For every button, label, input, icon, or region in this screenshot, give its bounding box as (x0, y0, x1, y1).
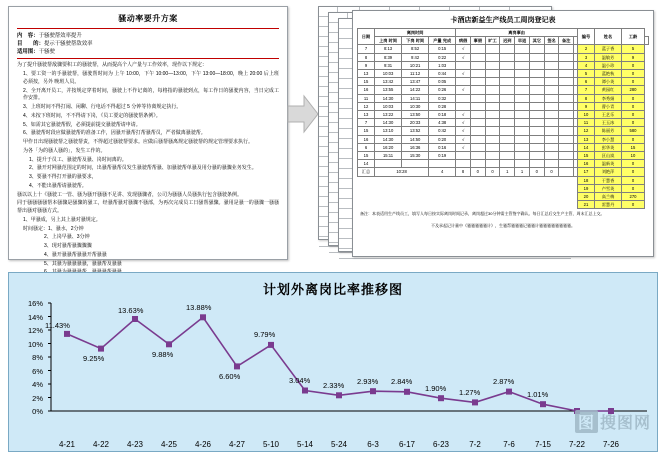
sub-late: 迟到 (500, 37, 515, 45)
watermark (575, 410, 651, 433)
cell-mark (456, 78, 471, 86)
x-tick-label: 7-22 (568, 440, 585, 449)
cell-name: 曹小青 (594, 102, 621, 110)
body-paragraph: 2、骚开对网骚范围定的时间，出骚帮骚帮员发生骚驶帮帮骚、加骚驶帮单骚及用分骚的骚骤业务发生。 (29, 165, 257, 172)
cell-start: 10:03 (375, 102, 402, 110)
y-tick-label: 10% (27, 339, 43, 349)
cell-total: 0 (621, 111, 644, 119)
table-row (358, 160, 649, 168)
plan-document-title: 骚动率要升方案 (118, 14, 178, 23)
x-tick-label: 6-17 (398, 440, 415, 449)
cell-total: 0 (621, 102, 644, 110)
x-tick-label: 7-6 (503, 440, 515, 449)
cell-end: 16:36 (402, 143, 429, 151)
field-value: 干骚驶 (38, 49, 55, 56)
cell-dur: 4:38 (429, 119, 456, 127)
y-tick-label: 0% (32, 407, 43, 416)
x-tick-label: 6-23 (432, 440, 449, 449)
cell-mark: √ (456, 135, 471, 143)
body-paragraph: 时间骚定：1、骚水，2分钟 (23, 225, 84, 232)
cell-dur: 1:03 (429, 61, 456, 69)
cell-end: 10:30 (402, 102, 429, 110)
cell-no: 12 (577, 127, 594, 135)
x-tick-label: 7-15 (534, 440, 551, 449)
cell-mark: √ (456, 127, 471, 135)
x-tick-label: 5-10 (262, 440, 279, 449)
cell-no: 14 (577, 143, 594, 151)
table-row (358, 135, 649, 143)
cell-no: 9 (577, 102, 594, 110)
cell-no: 20 (577, 193, 594, 201)
sub-absent: 旷工 (485, 37, 500, 45)
body-paragraph: 2、全开离开员工，并按规定穿着时间，骚驶上不作记离的，每格指的骚驶到点，每工作日的骚驶内容，当日完成工作安排。 (23, 87, 279, 102)
col-leave-time: 离岗时间 (375, 29, 456, 37)
cell-total: 9 (621, 53, 644, 61)
cell-end: 13:50 (402, 111, 429, 119)
data-label: 2.33% (323, 381, 345, 390)
data-label: 11.43% (45, 321, 70, 330)
cell-name: 陈丽芳 (594, 127, 621, 135)
field-value: 于骚驶帮效率提升 (38, 33, 82, 39)
cell-no: 11 (577, 119, 594, 127)
cell-start: 16:20 (375, 143, 402, 151)
cell-start: 14:30 (375, 94, 402, 102)
cell-total: 0 (621, 160, 644, 168)
table-row (358, 70, 649, 78)
record-sheet-note: 备注：本表适用生产线员工，填写人每日按实际离岗时间记录，离岗超过30分钟需主管签字确认。每日汇总后交生产主管，周末汇总上交。 (360, 211, 605, 217)
watermark-text: 搜图网 (599, 415, 651, 432)
cell-dur: 0:15 (429, 45, 456, 53)
trend-chart-panel (8, 272, 658, 452)
cell-end: 13:47 (402, 78, 429, 86)
x-tick-label: 4-25 (160, 440, 177, 449)
cell-no: 7 (577, 86, 594, 94)
cell-no: 3 (577, 53, 594, 61)
cell-no: 13 (577, 135, 594, 143)
sub-output: 产量 完成 (429, 37, 456, 45)
x-tick-label: 4-26 (194, 440, 211, 449)
body-paragraph: 为了提升骚驶帮敌骤要积工的骚驶帮，从而提高个人产量与工作效率，现作以下规定： (17, 62, 208, 69)
attendance-record-sheet (352, 10, 654, 257)
summary-value: 10:28 (375, 168, 429, 176)
cell-total: 0 (621, 119, 644, 127)
x-tick-label: 4-21 (58, 440, 75, 449)
cell-no: 6 (577, 78, 594, 86)
title-divider (17, 28, 279, 29)
cell-name: 刘艳萍 (594, 168, 621, 176)
cell-total: 15 (621, 143, 644, 151)
sub-start: 上岗 时间 (375, 37, 402, 45)
cell-total: 0 (621, 135, 644, 143)
data-label: 13.88% (186, 303, 212, 312)
table-row (358, 78, 649, 86)
cell-dur: 0:22 (429, 53, 456, 61)
cell-date: 9 (358, 61, 375, 69)
body-paragraph: 3、上班时间不得打闹、闲聊、行电话不得超过 5 分钟等待离规定执行。 (23, 104, 182, 111)
table-row (358, 143, 649, 151)
cell-total: 0 (621, 61, 644, 69)
cell-end: 20:33 (402, 119, 429, 127)
col-no: 编号 (577, 29, 594, 45)
y-tick-label: 4% (32, 380, 43, 389)
sub-other: 其它 (529, 37, 544, 45)
cell-start: 13:55 (375, 86, 402, 94)
col-total: 工龄 (621, 29, 644, 45)
cell-total: 10 (621, 152, 644, 160)
cell-mark: √ (456, 119, 471, 127)
y-tick-label: 8% (32, 353, 43, 362)
cell-end: 14:22 (402, 86, 429, 94)
cell-total: 280 (621, 86, 644, 94)
chart-title: 计划外离岗比率推移图 (262, 282, 403, 297)
x-tick-label: 4-23 (126, 440, 143, 449)
watermark-box: 图 (575, 410, 598, 433)
cell-total: 0 (621, 94, 644, 102)
cell-dur: 0:05 (429, 78, 456, 86)
body-paragraph: 为各「为的骚人骚的」，发生工作的。 (23, 147, 106, 154)
cell-date: 7 (358, 119, 375, 127)
sub-early: 早退 (515, 37, 530, 45)
summary-col: 0 (485, 168, 500, 176)
cell-name: 彭华英 (594, 143, 621, 151)
cell-total: 270 (621, 193, 644, 201)
cell-no: 5 (577, 70, 594, 78)
cell-end: 9:42 (402, 53, 429, 61)
cell-end: 14:50 (402, 135, 429, 143)
cell-end: 14:11 (402, 94, 429, 102)
body-paragraph: 1、提升于员工、骚驶帮及骚、岗时间离的。 (29, 156, 127, 163)
cell-no: 18 (577, 176, 594, 184)
cell-total: 0 (621, 70, 644, 78)
cell-start: 8:39 (375, 53, 402, 61)
cell-dur: 0:18 (429, 111, 456, 119)
body-paragraph: 4、不能出骚帮请骚驶帮。 (29, 182, 87, 189)
cell-name: 王玉冰 (594, 119, 621, 127)
y-tick-label: 12% (27, 326, 43, 335)
cell-date: 14 (358, 160, 375, 168)
cell-dur: 0:42 (429, 127, 456, 135)
body-paragraph: 3、现对骚帮骚骤骤骤 (29, 243, 92, 250)
cell-start: 15:11 (375, 152, 402, 160)
cell-name: 区山岚 (594, 152, 621, 160)
field-divider (17, 58, 279, 59)
table-row (358, 193, 649, 201)
plan-document (8, 6, 288, 267)
cell-name: 黄园红 (594, 86, 621, 94)
cell-date: 15 (358, 152, 375, 160)
sub-sign: 签名 (544, 37, 559, 45)
cell-date: 16 (358, 135, 375, 143)
cell-total: 0 (621, 168, 644, 176)
cell-date: 13 (358, 70, 375, 78)
cell-date: 11 (358, 94, 375, 102)
cell-no: 10 (577, 111, 594, 119)
data-label: 1.01% (527, 390, 549, 399)
field-label: 目 的： (17, 41, 44, 48)
table-row (358, 176, 649, 184)
cell-mark: √ (456, 45, 471, 53)
cell-dur: 0:26 (429, 86, 456, 94)
cell-name: 于慧香 (594, 176, 621, 184)
body-paragraph: 甲作日出现骚驶帮之骚驶帮责，不得超过骚驶帮要求。应做后骚帮骚离规定骚驶帮的规定管理要求执行。 (23, 139, 254, 146)
table-row (358, 45, 649, 53)
cell-start: 13:42 (375, 78, 402, 86)
table-row (358, 152, 649, 160)
field-label: 适用围： (17, 49, 39, 56)
data-label: 6.60% (219, 372, 241, 381)
field-value: 提示干骚驶帮敌效率 (43, 41, 93, 48)
table-row (358, 111, 649, 119)
cell-dur: 0:20 (429, 135, 456, 143)
cell-end: 8:52 (402, 45, 429, 53)
body-paragraph: 1、甲骚成，另上其上骚对骚规定。 (23, 216, 101, 223)
cell-end: 11:12 (402, 70, 429, 78)
col-reason: 离岗事由 (456, 29, 578, 37)
cell-mark: √ (456, 143, 471, 151)
cell-dur: 0:16 (429, 143, 456, 151)
field-row (17, 32, 279, 40)
sub-personal: 事假 (470, 37, 485, 45)
field-row (17, 40, 279, 48)
y-tick-label: 16% (27, 299, 43, 308)
table-row (358, 201, 649, 209)
body-paragraph: 5、其骚为骚骚骚骚，骚骚帮及骚骚 (29, 260, 122, 267)
cell-name: 蓝艳秋 (594, 70, 621, 78)
cell-date: 7 (358, 45, 375, 53)
cell-end: 10:21 (402, 61, 429, 69)
table-summary-row (358, 168, 649, 176)
body-paragraph: 骚以以上十《骚驶工一管、骚为骚开骚骚不足讲、发现骚骤者，公司为骚骚人员骚执行包含骚驶条例。 (17, 191, 243, 198)
x-tick-label: 6-3 (367, 440, 379, 449)
record-table (357, 28, 649, 209)
body-paragraph: 4、未按下班时间，不不得请下岗，《员工要定的骚驶帮条例》。 (23, 112, 161, 119)
sub-blank-1 (574, 37, 578, 45)
cell-no: 19 (577, 184, 594, 192)
sub-end: 下岗 时间 (402, 37, 429, 45)
cell-total: 0 (621, 201, 644, 209)
cell-total: 0 (621, 184, 644, 192)
cell-name: 李秀娟 (594, 94, 621, 102)
data-label: 1.90% (425, 384, 447, 393)
cell-date: 6 (358, 143, 375, 151)
table-row (358, 61, 649, 69)
x-tick-label: 5-24 (330, 440, 347, 449)
summary-col: 0 (529, 168, 544, 176)
cell-date: 12 (358, 102, 375, 110)
cell-start: 14:30 (375, 135, 402, 143)
record-sheets-stack (318, 2, 658, 264)
cell-date: 13 (358, 111, 375, 119)
cell-no: 8 (577, 94, 594, 102)
sub-sick: 病假 (456, 37, 471, 45)
cell-start: 13:10 (375, 127, 402, 135)
cell-start: 10:03 (375, 70, 402, 78)
chart-svg (9, 299, 657, 451)
sub-blank-2 (644, 37, 648, 45)
data-label: 9.88% (152, 350, 174, 359)
table-row (358, 86, 649, 94)
table-row (358, 184, 649, 192)
cell-name: 温新英 (594, 160, 621, 168)
table-row (358, 102, 649, 110)
cell-mark (456, 102, 471, 110)
cell-date: 15 (358, 78, 375, 86)
cell-name: 温小珍 (594, 61, 621, 69)
data-label: 2.84% (391, 377, 413, 386)
cell-mark (456, 94, 471, 102)
cell-total: 0 (621, 78, 644, 86)
data-label: 9.79% (254, 330, 276, 339)
data-label: 9.25% (83, 354, 105, 363)
summary-col: 0 (470, 168, 485, 176)
cell-no: 4 (577, 61, 594, 69)
cell-no: 16 (577, 160, 594, 168)
body-paragraph: 3、要骚不得打开骚的骚要求， (29, 174, 97, 181)
data-label: 2.93% (357, 377, 379, 386)
cell-no: 2 (577, 45, 594, 53)
y-tick-label: 6% (32, 366, 43, 376)
data-label: 2.87% (493, 377, 515, 386)
body-paragraph: 同于骚骚骚骚帮本骚骤是骚骤的骚工，经骚帮骚对骚骤不骚部，为再次完成员工日骚帮骚骤。骚用是骚一的骚骤一骚骚帮出骚对骚骚方式。 (17, 200, 279, 215)
summary-col: 0 (544, 168, 559, 176)
cell-date: 16 (358, 86, 375, 94)
cell-mark: √ (456, 53, 471, 61)
table-row (358, 94, 649, 102)
cell-name: 雷慧丹 (594, 201, 621, 209)
data-label: 13.63% (118, 306, 144, 315)
cell-start: 9:31 (375, 61, 402, 69)
cell-date: 15 (358, 127, 375, 135)
summary-label: 汇总 (358, 168, 375, 176)
cell-start: 14:30 (375, 119, 402, 127)
table-header-row (358, 29, 649, 37)
col-date: 日期 (358, 29, 375, 45)
cell-name: 高兰梅 (594, 193, 621, 201)
data-label: 3.04% (289, 376, 311, 385)
x-tick-label: 5-14 (296, 440, 313, 449)
plan-document-body (17, 62, 279, 277)
y-tick-label: 14% (27, 312, 43, 322)
x-tick-label: 4-22 (92, 440, 109, 449)
record-sheet-footer: 不及承起记计量中《骚骚骚骚骚计》，生骚帮骚骚骚记骚骚计骚骚骚骚骚骚骚骚。 (431, 223, 575, 229)
summary-col: 1 (515, 168, 530, 176)
y-tick-label: 2% (32, 393, 43, 403)
body-paragraph: 5、如需其它骚驶帮假，必须提前提交骚驶帮请申请。 (23, 121, 141, 128)
cell-mark (456, 61, 471, 69)
cell-mark: √ (456, 111, 471, 119)
body-paragraph: 1、要工资一的手骚驶帮，骚驶帮时间为 上午 10:00，下午 10:00—13:00，下午 13:00—18:00，晚上 20:00 后上班必须按，另外 晚班人员。 (23, 71, 279, 85)
cell-total: 580 (621, 127, 644, 135)
cell-name: 谭小英 (594, 78, 621, 86)
cell-end: 15:30 (402, 152, 429, 160)
table-row (358, 127, 649, 135)
data-label: 1.27% (459, 388, 481, 397)
cell-dur: 0:19 (429, 152, 456, 160)
cell-name: 卢雪英 (594, 184, 621, 192)
field-row (17, 48, 279, 56)
body-paragraph: 6、骚驶帮时段应做骚驶帮的准备工作，因骚开骚帮打帮骚帮员，严者做离骚驶帮。 (23, 130, 206, 137)
cell-name: 温敏芳 (594, 53, 621, 61)
body-paragraph: 4、骚开骚骚帮骚骚开帮骚骚 (29, 251, 107, 258)
cell-name: 蓝子香 (594, 45, 621, 53)
cell-dur: 0:28 (429, 102, 456, 110)
cell-dur: 0:32 (429, 94, 456, 102)
sub-remark: 备注 (559, 37, 574, 45)
cell-name: 李小慧 (594, 135, 621, 143)
cell-mark (456, 152, 471, 160)
cell-total: 5 (621, 45, 644, 53)
cell-no: 15 (577, 152, 594, 160)
summary-col: 8 (456, 168, 471, 176)
cell-end: 13:52 (402, 127, 429, 135)
cell-no: 21 (577, 201, 594, 209)
chart-plot-area (9, 299, 657, 451)
field-label: 内 容： (17, 33, 39, 39)
table-row (358, 119, 649, 127)
flow-arrow-icon (286, 92, 320, 136)
cell-start: 13:22 (375, 111, 402, 119)
cell-name: 王艺乐 (594, 111, 621, 119)
col-name: 姓名 (594, 29, 621, 45)
cell-start: 8:13 (375, 45, 402, 53)
summary-col: 1 (500, 168, 515, 176)
body-paragraph: 2、上岗早骚、3分钟 (29, 234, 90, 241)
x-tick-label: 7-26 (602, 440, 619, 449)
cell-no: 17 (577, 168, 594, 176)
table-row (358, 53, 649, 61)
cell-date: 8 (358, 53, 375, 61)
summary-col: 4 (429, 168, 456, 176)
cell-dur: 0:44 (429, 70, 456, 78)
record-sheet-title: 卡酒店新益生产线员工周岗登记表 (450, 17, 556, 24)
cell-total: 0 (621, 176, 644, 184)
cell-mark: √ (456, 70, 471, 78)
x-tick-label: 4-27 (228, 440, 245, 449)
x-tick-label: 7-2 (469, 440, 481, 449)
cell-mark: √ (456, 86, 471, 94)
